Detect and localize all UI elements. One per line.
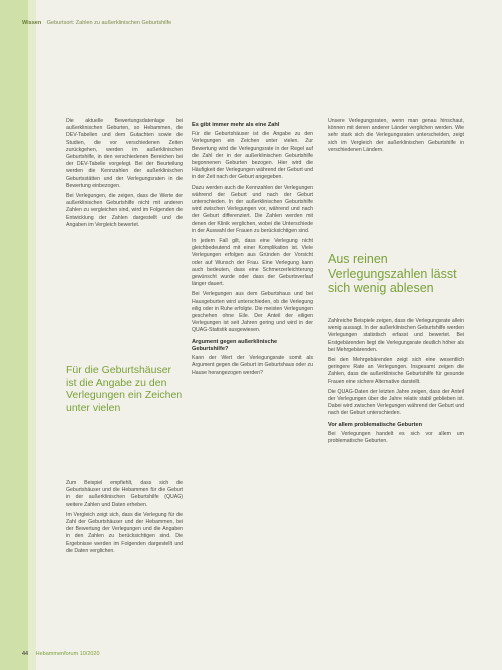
column-1 [66,118,183,232]
paragraph: Unsere Verlegungsraten, wenn man genau hinschaut, können mit denen anderer Länder verglichen werden. Wie sehr stark sich die Verlegungsraten unterscheiden, zeigt sich im Vergleich der außerklinischen Geburtshilfe in verschiedenen Ländern. [328,118,464,153]
page-footer [22,651,222,657]
paragraph: Zahlreiche Beispiele zeigen, dass die Verlegungsrate allein wenig aussagt. In der außerklinischen Geburtshilfe werden Verlegungen statistisch erfasst und bewertet. Bei Erstgebärenden liegt die Verlegungsrate deutlich höher als bei Mehrgebärenden. [328,318,464,353]
column-3-bottom [328,318,464,658]
pull-quote-2: Aus reinen Verlegungszahlen lässt sich wenig ablesen [328,252,457,295]
column-2 [192,118,313,658]
paragraph: Für die Geburtshäuser ist die Angabe zu den Verlegungen ein Zeichen unter vielen. Zur Bewertung wird die Verlegungsrate in der Regel auf die Zahl der in der außerklinischen Geburtshilfe begonnenen Geburten bezogen. Hier wird die Häufigkeit der Verlegungen während der Geburt und in der Zeit nach der Geburt angegeben. [192,131,313,181]
running-title: Geburtsort: Zahlen zu außerklinischen Geburtshilfe [46,20,172,26]
paragraph: Bei Verlegungen handelt es sich vor allem um problematische Geburten. [328,430,464,445]
paragraph: Im Vergleich zeigt sich, dass die Verlegung für die Zahl der Geburtshäuser und der Hebammen, bei der Bewertung der Verlegungen und die Angaben in den Zahlen zu berücksichtigen sind. Die Ergebnisse werden im Folgenden dargestellt und die Daten verglichen. [66,511,183,554]
sidebar-strip [28,0,36,670]
paragraph: In jedem Fall gilt, dass eine Verlegung nicht gleichbedeutend mit einer Komplikation ist. Viele Verlegungen erfolgen aus Gründen der Vorsicht oder auf Wunsch der Frau. Eine Verlegung kann auch bedeuten, dass eine Schmerzerleichterung gewünscht wurde oder dass der Geburtsverlauf länger dauert. [192,238,313,288]
subheading: Argument gegen außerklinische Geburtshilfe? [192,338,278,352]
section-label: Wissen [22,20,42,26]
page-number: 44 [22,651,29,657]
magazine-name: Hebammenforum 10/2020 [35,651,100,657]
column-1-bottom [66,480,183,650]
running-header [22,20,482,26]
column-3 [328,118,464,248]
paragraph: Dazu werden auch die Kennzahlen der Verlegungen während der Geburt und nach der Geburt unterschieden. In der außerklinischen Geburtshilfe wird zwischen Verlegungen vor, während und nach der Geburt differenziert. Die Zahlen werden mit denen der Klinik verglichen, wobei die Unterschiede in der Auswahl der Frauen zu berücksichtigen sind. [192,184,313,234]
paragraph: Zum Beispiel empfiehlt, dass sich die Geburtshäuser und die Hebammen für die Geburt in der außerklinischen Geburtshilfe (QUAG) weitere Zahlen und Daten erheben. [66,480,183,508]
paragraph: Bei den Mehrgebärenden zeigt sich eine wesentlich geringere Rate an Verlegungen. Insgesamt zeigen die Zahlen, dass die außerklinische Geburtshilfe für gesunde Frauen eine sichere Alternative darstellt. [328,357,464,385]
paragraph: Bei Verlegungen aus dem Geburtshaus und bei Hausgeburten wird unterschieden, ob die Verlegung eilig oder in Ruhe erfolgte. Die meisten Verlegungen geschehen ohne Eile. Der Anteil der eiligen Verlegungen ist seit Jahren gering und wird in der QUAG-Statistik ausgewiesen. [192,291,313,334]
paragraph: Die QUAG-Daten der letzten Jahre zeigen, dass der Anteil der Verlegungen über die Jahre relativ stabil geblieben ist. Dabei wird zwischen Verlegungen während der Geburt und nach der Geburt unterschieden. [328,388,464,417]
subheading: Vor allem problematische Geburten [328,421,423,428]
paragraph: Bei Verlegungen, die zeigen, dass die Werte der außerklinischen Geburtshilfe nicht mit anderen Zahlen zu vergleichen sind, wird im Folgenden die Entwicklung der Zahlen dargestellt und die Angaben im Vergleich bewertet. [66,193,183,228]
paragraph: Die aktuelle Bewertungsdatenlage bei außerklinischen Geburten, so Hebammen, die DEV-Tabellen und dem Gutachten sowie die Studien, die vor verschiedenen Zeiten zurückgehen, werden im außerklinischen Geburtshilfe, in den verschiedenen Bereichen bei der DEV-Tabelle vorgelegt. Bei der Beurteilung werden die Kennzahlen der außerklinischen Geburtsstätten und der Verlegungsraten in die Bewertung einbezogen. [66,118,183,189]
pull-quote-1: Für die Geburtshäuser ist die Angabe zu den Verlegungen ein Zeichen unter vielen [66,364,183,414]
paragraph: Kann der Wert der Verlegungsrate somit als Argument gegen die Geburt im Geburtshaus oder zu Hause herangezogen werden? [192,355,313,376]
subheading: Es gibt immer mehr als eine Zahl [192,122,280,128]
